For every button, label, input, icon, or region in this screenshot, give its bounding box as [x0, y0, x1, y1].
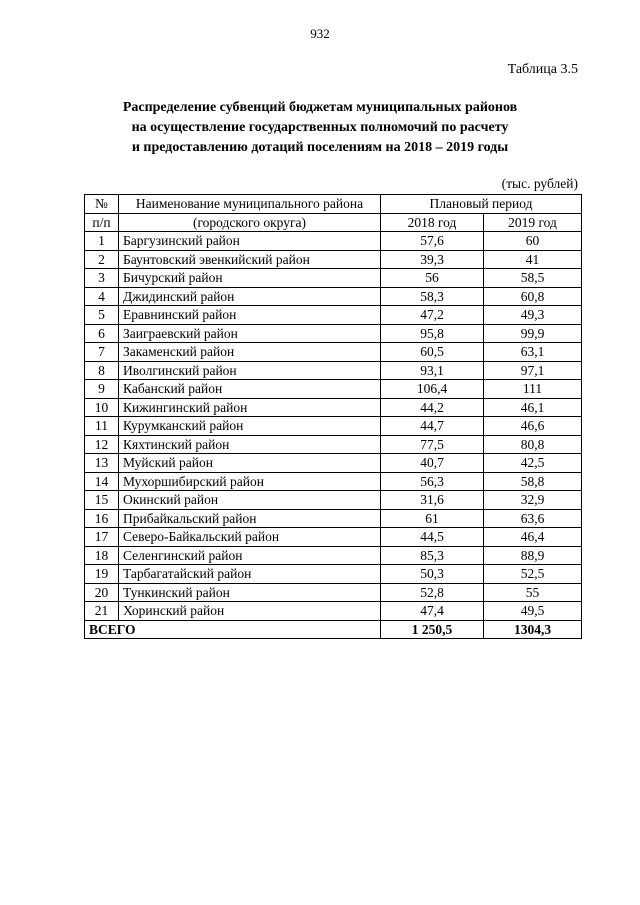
row-number: 8 — [85, 361, 119, 380]
row-value-2019: 49,5 — [484, 602, 582, 621]
row-number: 5 — [85, 306, 119, 325]
table-row — [85, 546, 582, 565]
row-district-name: Джидинский район — [119, 287, 381, 306]
header-name: Наименование муниципального района — [119, 195, 381, 214]
table-row — [85, 472, 582, 491]
table-row — [85, 602, 582, 621]
table-row — [85, 583, 582, 602]
row-value-2018: 50,3 — [381, 565, 484, 584]
row-value-2019: 42,5 — [484, 454, 582, 473]
table-row — [85, 417, 582, 436]
table-header-row — [85, 195, 582, 214]
row-number: 14 — [85, 472, 119, 491]
row-number: 21 — [85, 602, 119, 621]
row-value-2019: 41 — [484, 250, 582, 269]
row-value-2018: 85,3 — [381, 546, 484, 565]
units-note: (тыс. рублей) — [501, 176, 578, 191]
row-district-name: Кижингинский район — [119, 398, 381, 417]
row-number: 18 — [85, 546, 119, 565]
row-district-name: Селенгинский район — [119, 546, 381, 565]
row-value-2018: 47,4 — [381, 602, 484, 621]
row-value-2018: 60,5 — [381, 343, 484, 362]
row-district-name: Курумканский район — [119, 417, 381, 436]
table-row — [85, 491, 582, 510]
header-num-sub: п/п — [85, 213, 119, 232]
row-value-2018: 56,3 — [381, 472, 484, 491]
row-value-2019: 111 — [484, 380, 582, 399]
table-row — [85, 361, 582, 380]
table-row — [85, 398, 582, 417]
row-district-name: Баргузинский район — [119, 232, 381, 251]
table-row — [85, 509, 582, 528]
row-number: 13 — [85, 454, 119, 473]
subventions-table — [84, 194, 582, 639]
total-row — [85, 620, 582, 639]
row-value-2018: 44,7 — [381, 417, 484, 436]
row-value-2019: 60 — [484, 232, 582, 251]
row-value-2019: 63,6 — [484, 509, 582, 528]
row-value-2018: 77,5 — [381, 435, 484, 454]
header-year-2018: 2018 год — [381, 213, 484, 232]
row-value-2019: 99,9 — [484, 324, 582, 343]
row-district-name: Кяхтинский район — [119, 435, 381, 454]
row-district-name: Муйский район — [119, 454, 381, 473]
row-value-2019: 32,9 — [484, 491, 582, 510]
row-value-2019: 80,8 — [484, 435, 582, 454]
row-district-name: Тарбагатайский район — [119, 565, 381, 584]
row-district-name: Тункинский район — [119, 583, 381, 602]
row-number: 11 — [85, 417, 119, 436]
title-line-1: Распределение субвенций бюджетам муниципальных районов — [122, 100, 518, 115]
table-row — [85, 306, 582, 325]
header-year-2019: 2019 год — [484, 213, 582, 232]
row-district-name: Кабанский район — [119, 380, 381, 399]
row-value-2019: 55 — [484, 583, 582, 602]
row-district-name: Северо-Байкальский район — [119, 528, 381, 547]
row-number: 16 — [85, 509, 119, 528]
row-number: 10 — [85, 398, 119, 417]
row-value-2018: 44,5 — [381, 528, 484, 547]
page-number: 932 — [310, 26, 330, 41]
row-number: 1 — [85, 232, 119, 251]
row-district-name: Мухоршибирский район — [119, 472, 381, 491]
table-row — [85, 435, 582, 454]
row-district-name: Хоринский район — [119, 602, 381, 621]
row-number: 20 — [85, 583, 119, 602]
row-number: 17 — [85, 528, 119, 547]
header-num: № — [85, 195, 119, 214]
row-value-2019: 46,4 — [484, 528, 582, 547]
table-row — [85, 250, 582, 269]
row-value-2018: 56 — [381, 269, 484, 288]
row-value-2019: 60,8 — [484, 287, 582, 306]
row-value-2018: 31,6 — [381, 491, 484, 510]
row-district-name: Баунтовский эвенкийский район — [119, 250, 381, 269]
row-district-name: Заиграевский район — [119, 324, 381, 343]
row-value-2018: 52,8 — [381, 583, 484, 602]
row-number: 3 — [85, 269, 119, 288]
row-number: 12 — [85, 435, 119, 454]
table-row — [85, 565, 582, 584]
row-number: 15 — [85, 491, 119, 510]
row-district-name: Бичурский район — [119, 269, 381, 288]
row-value-2019: 97,1 — [484, 361, 582, 380]
total-2018: 1 250,5 — [381, 620, 484, 639]
row-district-name: Еравнинский район — [119, 306, 381, 325]
row-value-2018: 95,8 — [381, 324, 484, 343]
row-value-2019: 46,6 — [484, 417, 582, 436]
document-title — [0, 98, 640, 158]
row-district-name: Окинский район — [119, 491, 381, 510]
title-line-3: и предоставлению дотаций поселениям на 2018 – 2019 годы — [131, 140, 509, 155]
row-value-2019: 49,3 — [484, 306, 582, 325]
table-row — [85, 343, 582, 362]
row-number: 7 — [85, 343, 119, 362]
table-row — [85, 287, 582, 306]
table-row — [85, 380, 582, 399]
row-value-2018: 61 — [381, 509, 484, 528]
table-row — [85, 324, 582, 343]
row-number: 4 — [85, 287, 119, 306]
row-value-2018: 58,3 — [381, 287, 484, 306]
row-value-2018: 39,3 — [381, 250, 484, 269]
header-period: Плановый период — [381, 195, 582, 214]
row-value-2018: 44,2 — [381, 398, 484, 417]
row-number: 2 — [85, 250, 119, 269]
total-2019: 1304,3 — [484, 620, 582, 639]
row-number: 19 — [85, 565, 119, 584]
table-row — [85, 528, 582, 547]
row-value-2019: 58,8 — [484, 472, 582, 491]
row-value-2018: 93,1 — [381, 361, 484, 380]
table-label: Таблица 3.5 — [507, 62, 578, 77]
table-row — [85, 232, 582, 251]
table-row — [85, 454, 582, 473]
row-district-name: Закаменский район — [119, 343, 381, 362]
row-value-2018: 106,4 — [381, 380, 484, 399]
table-subheader-row — [85, 213, 582, 232]
row-number: 9 — [85, 380, 119, 399]
row-value-2018: 47,2 — [381, 306, 484, 325]
row-district-name: Прибайкальский район — [119, 509, 381, 528]
row-number: 6 — [85, 324, 119, 343]
title-line-2: на осуществление государственных полномочий по расчету — [131, 120, 509, 135]
row-value-2018: 57,6 — [381, 232, 484, 251]
total-label: ВСЕГО — [85, 620, 381, 639]
table-body — [85, 232, 582, 621]
header-name-sub: (городского округа) — [119, 213, 381, 232]
row-value-2018: 40,7 — [381, 454, 484, 473]
row-value-2019: 88,9 — [484, 546, 582, 565]
row-value-2019: 52,5 — [484, 565, 582, 584]
row-value-2019: 46,1 — [484, 398, 582, 417]
row-district-name: Иволгинский район — [119, 361, 381, 380]
row-value-2019: 63,1 — [484, 343, 582, 362]
row-value-2019: 58,5 — [484, 269, 582, 288]
table-row — [85, 269, 582, 288]
